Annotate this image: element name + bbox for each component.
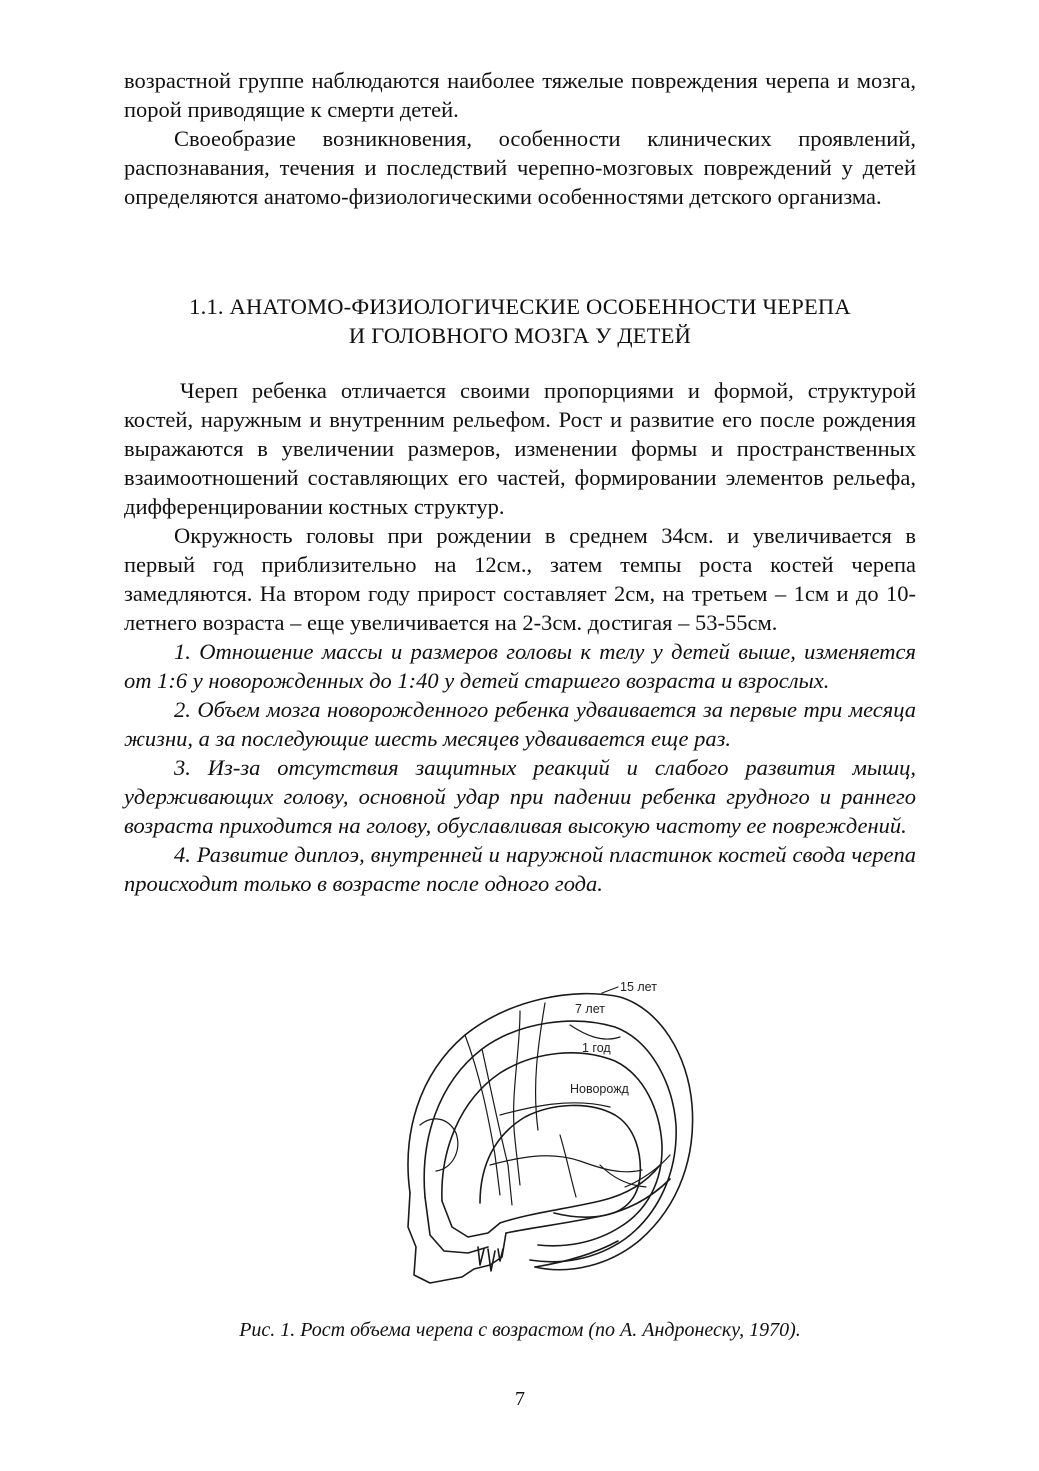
orbit-line [420, 1119, 458, 1171]
label-15-years: 15 лет [620, 980, 657, 994]
jaw-line [425, 1197, 488, 1253]
suture-line-10 [570, 1025, 620, 1039]
skull-outline-15-years [408, 994, 693, 1270]
section-paragraph-2: Окружность головы при рождении в среднем 34см. и увеличивается в первый год приблизительно на 12см., затем темпы роста костей черепа замедляются. На втором году прирост составляет 2см, на третьем – 1см и до 10-летнего возраста – еще увеличивается на 2-3см. достигая – 53-55см. [124, 523, 916, 635]
section-heading [124, 292, 916, 350]
label-leader-15 [602, 987, 618, 993]
label-1-year: 1 год [582, 1041, 611, 1055]
figure-caption: Рис. 1. Рост объема черепа с возрастом (по А. Андронеску, 1970). [239, 1319, 801, 1341]
section-body [124, 376, 916, 898]
skull-growth-figure [370, 965, 700, 1295]
label-newborn: Новорожд [570, 1082, 629, 1096]
intro-paragraph-1: возрастной группе наблюдаются наиболее тяжелые повреждения черепа и мозга, порой приводящие к смерти детей. [124, 68, 916, 122]
intro-text [124, 66, 916, 211]
intro-paragraph-2: Своеобразие возникновения, особенности клинических проявлений, распознавания, течения и последствий черепно-мозговых повреждений у детей определяются анатомо-физиологическими особенностями детского организма. [124, 126, 916, 209]
list-item-2: 2. Объем мозга новорожденного ребенка удваивается за первые три месяца жизни, а за последующие шесть месяцев удваивается еще раз. [124, 697, 916, 751]
section-heading-line-1: 1.1. АНАТОМО-ФИЗИОЛОГИЧЕСКИЕ ОСОБЕННОСТИ ЧЕРЕПА [189, 294, 851, 319]
suture-line-5 [500, 1103, 610, 1115]
section-heading-line-2: И ГОЛОВНОГО МОЗГА У ДЕТЕЙ [348, 323, 692, 348]
skull-growth-drawing [370, 965, 700, 1295]
maxilla-line [442, 1201, 500, 1237]
occipital-line [535, 1241, 618, 1267]
list-item-4: 4. Развитие диплоэ, внутренней и наружной пластинок костей свода черепа происходит только в возрасте после одного года. [124, 842, 916, 896]
list-item-3: 3. Из-за отсутствия защитных реакций и слабого развития мышц, удерживающих голову, основной удар при падении ребенка грудного и раннего возраста приходится на голову, обуславливая высокую частоту ее повреждений. [124, 755, 916, 838]
section-paragraph-1: Череп ребенка отличается своими пропорциями и формой, структурой костей, наружным и внутренним рельефом. Рост и развитие его после рождения выражаются в увеличении размеров, изменении формы и пространственных взаимоотношений составляющих его частей, формировании элементов рельефа, дифференцировании костных структур. [124, 378, 916, 519]
suture-line-4 [482, 1049, 512, 1205]
label-7-years: 7 лет [575, 1002, 605, 1016]
skull-outline-1-year [442, 1053, 662, 1246]
page-number: 7 [515, 1388, 525, 1410]
tooth-2 [488, 1249, 495, 1271]
list-item-1: 1. Отношение массы и размеров головы к телу у детей выше, изменяется от 1:6 у новорожденных до 1:40 у детей старшего возраста и взрослых. [124, 639, 916, 693]
suture-line-9 [625, 1155, 670, 1187]
suture-line-7 [560, 1135, 576, 1197]
